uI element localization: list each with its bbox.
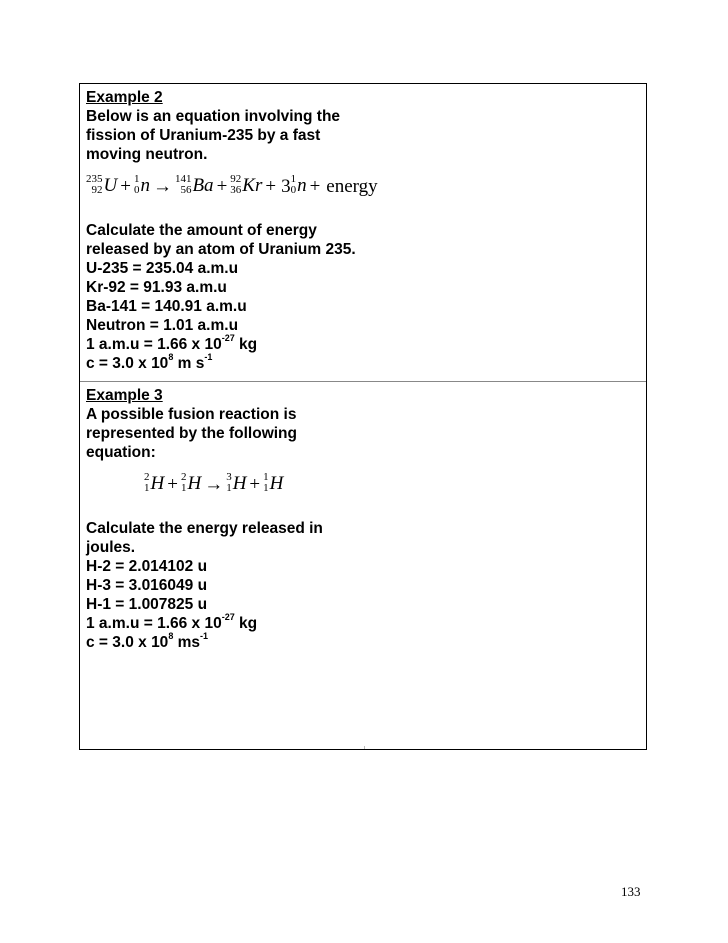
nuclide-protium xyxy=(263,472,283,494)
mass-number: 235 xyxy=(86,173,103,185)
atomic-number: 56 xyxy=(180,184,192,196)
element-symbol: H xyxy=(269,472,284,494)
plus-sign: + xyxy=(249,474,261,495)
plus-sign: + xyxy=(167,474,178,495)
example-2-question-line: Calculate the amount of energy xyxy=(86,222,317,239)
speed-of-light: c = 3.0 x $10^8$ $ms^{-1}$ xyxy=(86,630,209,651)
example-2-intro-line: Below is an equation involving the xyxy=(86,108,341,125)
example-3-intro-line: A possible fusion reaction is xyxy=(86,406,297,423)
example-2-intro-line: moving neutron. xyxy=(86,146,208,163)
given-value: H-2 = 2.014102 u xyxy=(86,558,208,575)
mass-number: 2 xyxy=(180,471,187,483)
arrow-sign: → xyxy=(152,176,172,197)
page-number: 133 xyxy=(621,884,641,899)
nuclide-barium xyxy=(175,174,214,196)
nuclide-tritium xyxy=(226,472,246,494)
atomic-number: 36 xyxy=(230,184,242,196)
fusion-equation xyxy=(144,460,640,500)
mass-number: 1 xyxy=(290,173,297,185)
element-symbol: Kr xyxy=(242,174,263,196)
element-symbol: n xyxy=(297,174,307,196)
plus-sign: + xyxy=(120,176,131,197)
element-symbol: Ba xyxy=(192,174,214,196)
example-2-question-line: released by an atom of Uranium 235. xyxy=(86,241,356,258)
example-3-heading: Example 3 xyxy=(86,387,163,404)
atomic-number: 1 xyxy=(226,482,232,494)
given-value: Neutron = 1.01 a.m.u xyxy=(86,317,239,334)
divider-tick xyxy=(364,746,365,749)
mass-number: 141 xyxy=(174,173,192,185)
element-symbol: H xyxy=(232,472,247,494)
example-3-intro-line: represented by the following xyxy=(86,425,297,442)
atomic-number: 1 xyxy=(180,482,187,494)
given-value: Kr-92 = 91.93 a.m.u xyxy=(86,279,227,296)
mass-number: 2 xyxy=(144,471,150,483)
example-2-cell xyxy=(80,84,646,382)
atomic-number: 1 xyxy=(263,482,269,494)
nuclide-uranium xyxy=(86,174,117,196)
energy-term: energy xyxy=(326,176,378,197)
examples-table xyxy=(79,83,647,750)
amu-conversion: 1 a.m.u = 1.66 x $10^{-27}$ kg xyxy=(86,611,258,632)
mass-number: 3 xyxy=(226,471,232,483)
example-3-intro-line: equation: xyxy=(86,444,156,461)
example-3-question-line: joules. xyxy=(86,539,136,556)
amu-conversion: 1 a.m.u = 1.66 x $10^{-27}$ kg xyxy=(86,332,258,353)
example-3-cell xyxy=(80,382,646,749)
atomic-number: 92 xyxy=(91,184,103,196)
given-value: Ba-141 = 140.91 a.m.u xyxy=(86,298,247,315)
element-symbol: U xyxy=(103,174,118,196)
nuclide-neutron xyxy=(291,174,307,196)
mass-number: 92 xyxy=(230,173,242,185)
mass-number: 1 xyxy=(133,173,140,185)
element-symbol: H xyxy=(150,472,165,494)
given-value: H-3 = 3.016049 u xyxy=(86,577,208,594)
atomic-number: 0 xyxy=(133,184,140,196)
plus-sign: + xyxy=(216,176,228,197)
plus-sign: + xyxy=(265,176,277,197)
arrow-sign: → xyxy=(204,474,224,495)
element-symbol: n xyxy=(140,174,150,196)
atomic-number: 1 xyxy=(144,482,150,494)
atomic-number: 0 xyxy=(290,184,297,196)
nuclide-neutron xyxy=(134,174,150,196)
nuclide-krypton xyxy=(230,174,262,196)
fission-equation xyxy=(86,162,640,202)
plus-sign: + xyxy=(309,176,321,197)
nuclide-deuterium xyxy=(181,472,201,494)
given-value: H-1 = 1.007825 u xyxy=(86,596,208,613)
nuclide-deuterium xyxy=(144,472,164,494)
example-2-intro-line: fission of Uranium-235 by a fast xyxy=(86,127,321,144)
speed-of-light: c = 3.0 x $10^8$ m $s^{-1}$ xyxy=(86,351,213,372)
element-symbol: H xyxy=(187,472,202,494)
example-2-heading: Example 2 xyxy=(86,89,163,106)
mass-number: 1 xyxy=(263,471,269,483)
example-3-question-line: Calculate the energy released in xyxy=(86,520,323,537)
given-value: U-235 = 235.04 a.m.u xyxy=(86,260,239,277)
neutron-coefficient: 3 xyxy=(281,176,291,197)
